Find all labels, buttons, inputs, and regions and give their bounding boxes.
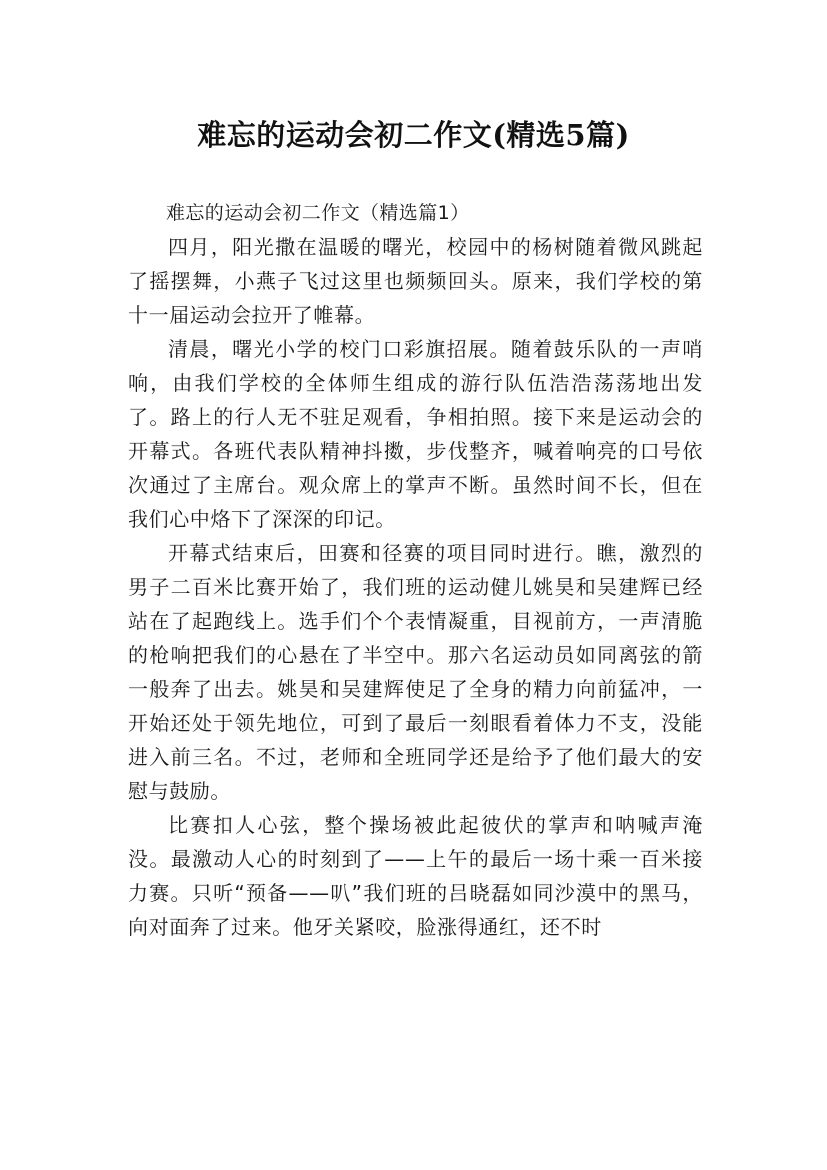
paragraph-2: 清晨，曙光小学的校门口彩旗招展。随着鼓乐队的一声哨响，由我们学校的全体师生组成的游行队伍浩浩荡荡地出发了。路上的行人无不驻足观看，争相拍照。接下来是运动会的开幕式。各班代表队精神抖擞，步伐整齐，喊着响亮的口号依次通过了主席台。观众席上的掌声不断。虽然时间不长，但在我们心中烙下了深深的印记。 xyxy=(128,337,703,531)
paragraph-3: 开幕式结束后，田赛和径赛的项目同时进行。瞧，激烈的男子二百米比赛开始了，我们班的运动健儿姚昊和吴建辉已经站在了起跑线上。选手们个个表情凝重，目视前方，一声清脆的枪响把我们的心悬在了半空中。那六名运动员如同离弦的箭一般奔了出去。姚昊和吴建辉使足了全身的精力向前猛冲，一开始还处于领先地位，可到了最后一刻眼看着体力不支，没能进入前三名。不过，老师和全班同学还是给予了他们最大的安慰与鼓励。 xyxy=(128,541,703,803)
document-body xyxy=(128,196,703,944)
paragraph-4: 比赛扣人心弦，整个操场被此起彼伏的掌声和呐喊声淹没。最激动人心的时刻到了——上午的最后一场十乘一百米接力赛。只听“预备——叭”我们班的吕晓磊如同沙漠中的黑马，向对面奔了过来。他牙关紧咬，脸涨得通红，还不时 xyxy=(128,813,703,939)
section-subheading: 难忘的运动会初二作文（精选篇1） xyxy=(166,202,470,224)
document-title: 难忘的运动会初二作文(精选5篇) xyxy=(197,118,630,153)
paragraph-1: 四月，阳光撒在温暖的曙光，校园中的杨树随着微风跳起了摇摆舞，小燕子飞过这里也频频回头。原来，我们学校的第十一届运动会拉开了帷幕。 xyxy=(128,235,703,327)
